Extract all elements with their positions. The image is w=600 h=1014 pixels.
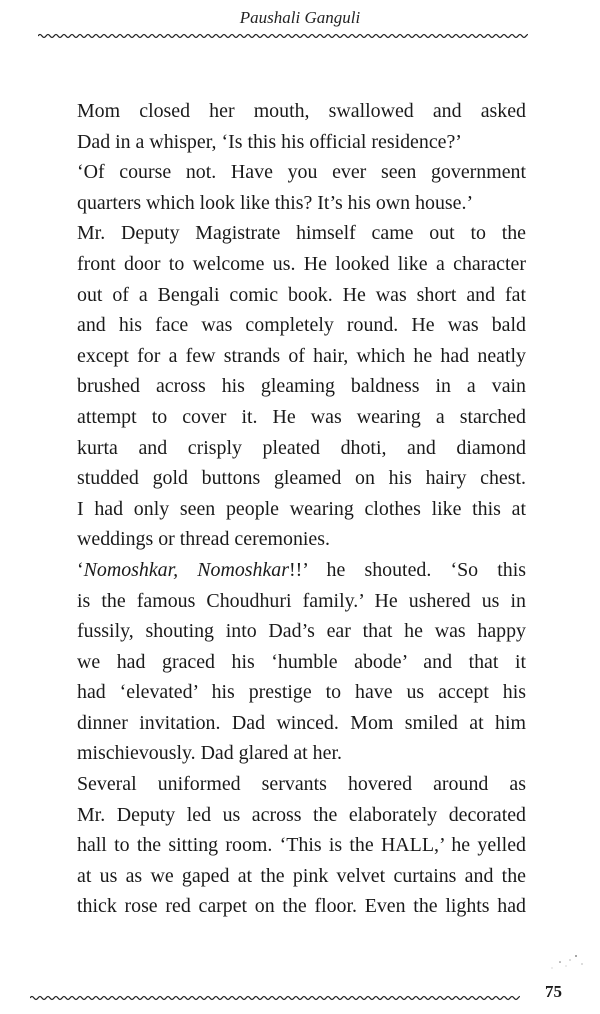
text-line: we had graced his ‘humble abode’ and that it xyxy=(77,650,526,673)
text-line: quarters which look like this? It’s his own house.’ xyxy=(77,191,474,214)
text-line: hall to the sitting room. ‘This is the HALL,’ he yelled xyxy=(77,834,526,857)
text-line: is the famous Choudhuri family.’ He ushered us in xyxy=(77,589,526,612)
text-line: weddings or thread ceremonies. xyxy=(77,528,330,551)
text-line: at us as we gaped at the pink velvet curtains and the xyxy=(77,864,526,887)
text-line: fussily, shouting into Dad’s ear that he was happy xyxy=(77,620,526,643)
text-line: Several uniformed servants hovered around as xyxy=(77,773,526,796)
text-line: brushed across his gleaming baldness in a vain xyxy=(77,375,526,398)
paragraph xyxy=(41,555,526,769)
text-line: out of a Bengali comic book. He was short and fat xyxy=(77,283,526,306)
text-line: studded gold buttons gleamed on his hairy chest. xyxy=(77,467,526,490)
text-line: except for a few strands of hair, which he had neatly xyxy=(77,344,526,367)
text-line: ‘Of course not. Have you ever seen government xyxy=(77,161,526,184)
paragraph xyxy=(41,157,526,218)
scan-specks xyxy=(540,952,600,982)
text-line: Mr. Deputy Magistrate himself came out to the xyxy=(77,222,526,245)
running-header: Paushali Ganguli xyxy=(239,8,361,27)
text-line: had ‘elevated’ his prestige to have us accept his xyxy=(77,681,526,704)
page-number: 75 xyxy=(545,982,562,1001)
text-line: thick rose red carpet on the floor. Even the lights had xyxy=(77,895,526,918)
page-body xyxy=(41,96,526,922)
italic-greeting: Nomoshkar, Nomoshkar xyxy=(83,558,289,581)
paragraph xyxy=(41,96,526,157)
text-line: dinner invitation. Dad winced. Mom smiled at him xyxy=(77,711,526,734)
text-line: I had only seen people wearing clothes like this at xyxy=(77,497,526,520)
text-line: ‘Nomoshkar, Nomoshkar!!’ he shouted. ‘So this xyxy=(77,558,527,581)
text-line: attempt to cover it. He was wearing a starched xyxy=(77,405,526,428)
paragraph xyxy=(41,769,526,922)
text-line: Dad in a whisper, ‘Is this his official residence?’ xyxy=(77,130,462,153)
text-line: Mr. Deputy led us across the elaborately decorated xyxy=(77,803,526,826)
text-line: and his face was completely round. He was bald xyxy=(77,314,526,337)
header-wave-rule xyxy=(38,32,528,40)
text-line: Mom closed her mouth, swallowed and asked xyxy=(77,100,526,122)
text-line: kurta and crisply pleated dhoti, and diamond xyxy=(77,436,526,459)
text-fragment: !!’ he shouted. ‘So this xyxy=(289,558,527,581)
footer-wave-rule xyxy=(30,994,520,1002)
text-line: front door to welcome us. He looked like a character xyxy=(77,252,526,275)
paragraph xyxy=(41,218,526,555)
text-line: mischievously. Dad glared at her. xyxy=(77,742,342,765)
